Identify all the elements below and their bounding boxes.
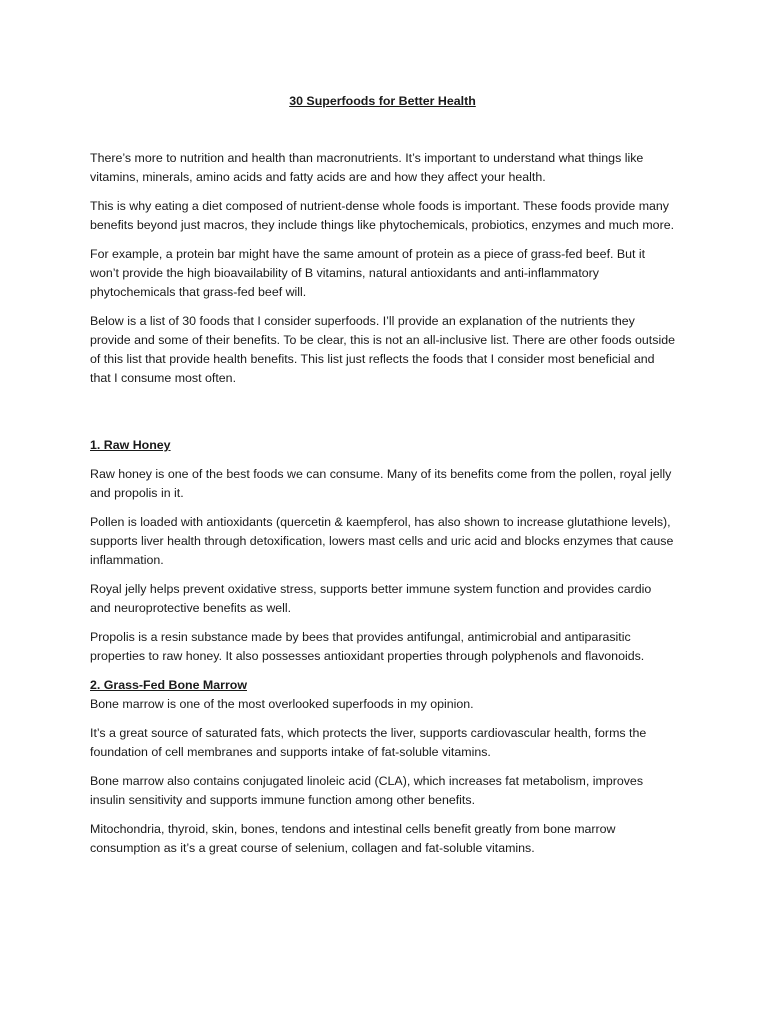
intro-paragraph-3: For example, a protein bar might have the same amount of protein as a piece of grass-fed beef. But it won’t provide the high bioavailability of B vitamins, natural antioxidants and anti-inflammatory phytochemicals that grass-fed beef will.: [90, 247, 646, 299]
intro-paragraph-4: Below is a list of 30 foods that I consider superfoods. I’ll provide an explanation of the nutrients they provide and some of their benefits. To be clear, this is not an all-inclusive list. There are other foods outside of this list that provide health benefits. This list just reflects the foods that I consider most beneficial and that I consume most often.: [90, 314, 675, 385]
section-paragraph: Propolis is a resin substance made by bees that provides antifungal, antimicrobial and antiparasitic properties to raw honey. It also possesses antioxidant properties through polyphenols and flavonoids.: [90, 630, 645, 663]
section-paragraph: Pollen is loaded with antioxidants (quercetin & kaempferol, has also shown to increase glutathione levels), supports liver health through detoxification, lowers mast cells and uric acid and blocks enzymes that cause inflammation.: [90, 515, 674, 567]
section-heading: 1. Raw Honey: [90, 438, 171, 452]
document-title: 30 Superfoods for Better Health: [289, 94, 476, 108]
section-paragraph: Royal jelly helps prevent oxidative stress, supports better immune system function and provides cardio and neuroprotective benefits as well.: [90, 582, 652, 615]
section-spacer: [90, 398, 675, 436]
section-paragraph: Bone marrow is one of the most overlooked superfoods in my opinion.: [90, 697, 474, 711]
section-raw-honey: [90, 436, 675, 666]
intro-paragraph-2: This is why eating a diet composed of nutrient-dense whole foods is important. These foods provide many benefits beyond just macros, they include things like phytochemicals, probiotics, enzymes and much more.: [90, 199, 675, 232]
section-heading: 2. Grass-Fed Bone Marrow: [90, 678, 247, 692]
section-paragraph: Bone marrow also contains conjugated linoleic acid (CLA), which increases fat metabolism, improves insulin sensitivity and supports immune function among other benefits.: [90, 774, 644, 807]
section-paragraph: Raw honey is one of the best foods we can consume. Many of its benefits come from the pollen, royal jelly and propolis in it.: [90, 467, 672, 500]
intro-paragraph-1: There’s more to nutrition and health than macronutrients. It’s important to understand what things like vitamins, minerals, amino acids and fatty acids are and how they affect your health.: [90, 151, 644, 184]
section-paragraph: Mitochondria, thyroid, skin, bones, tendons and intestinal cells benefit greatly from bone marrow consumption as it’s a great course of selenium, collagen and fat-soluble vitamins.: [90, 822, 616, 855]
section-grass-fed-bone-marrow: [90, 676, 675, 858]
section-paragraph: It’s a great source of saturated fats, which protects the liver, supports cardiovascular health, forms the foundation of cell membranes and supports intake of fat-soluble vitamins.: [90, 726, 647, 759]
document-page: [90, 92, 675, 868]
